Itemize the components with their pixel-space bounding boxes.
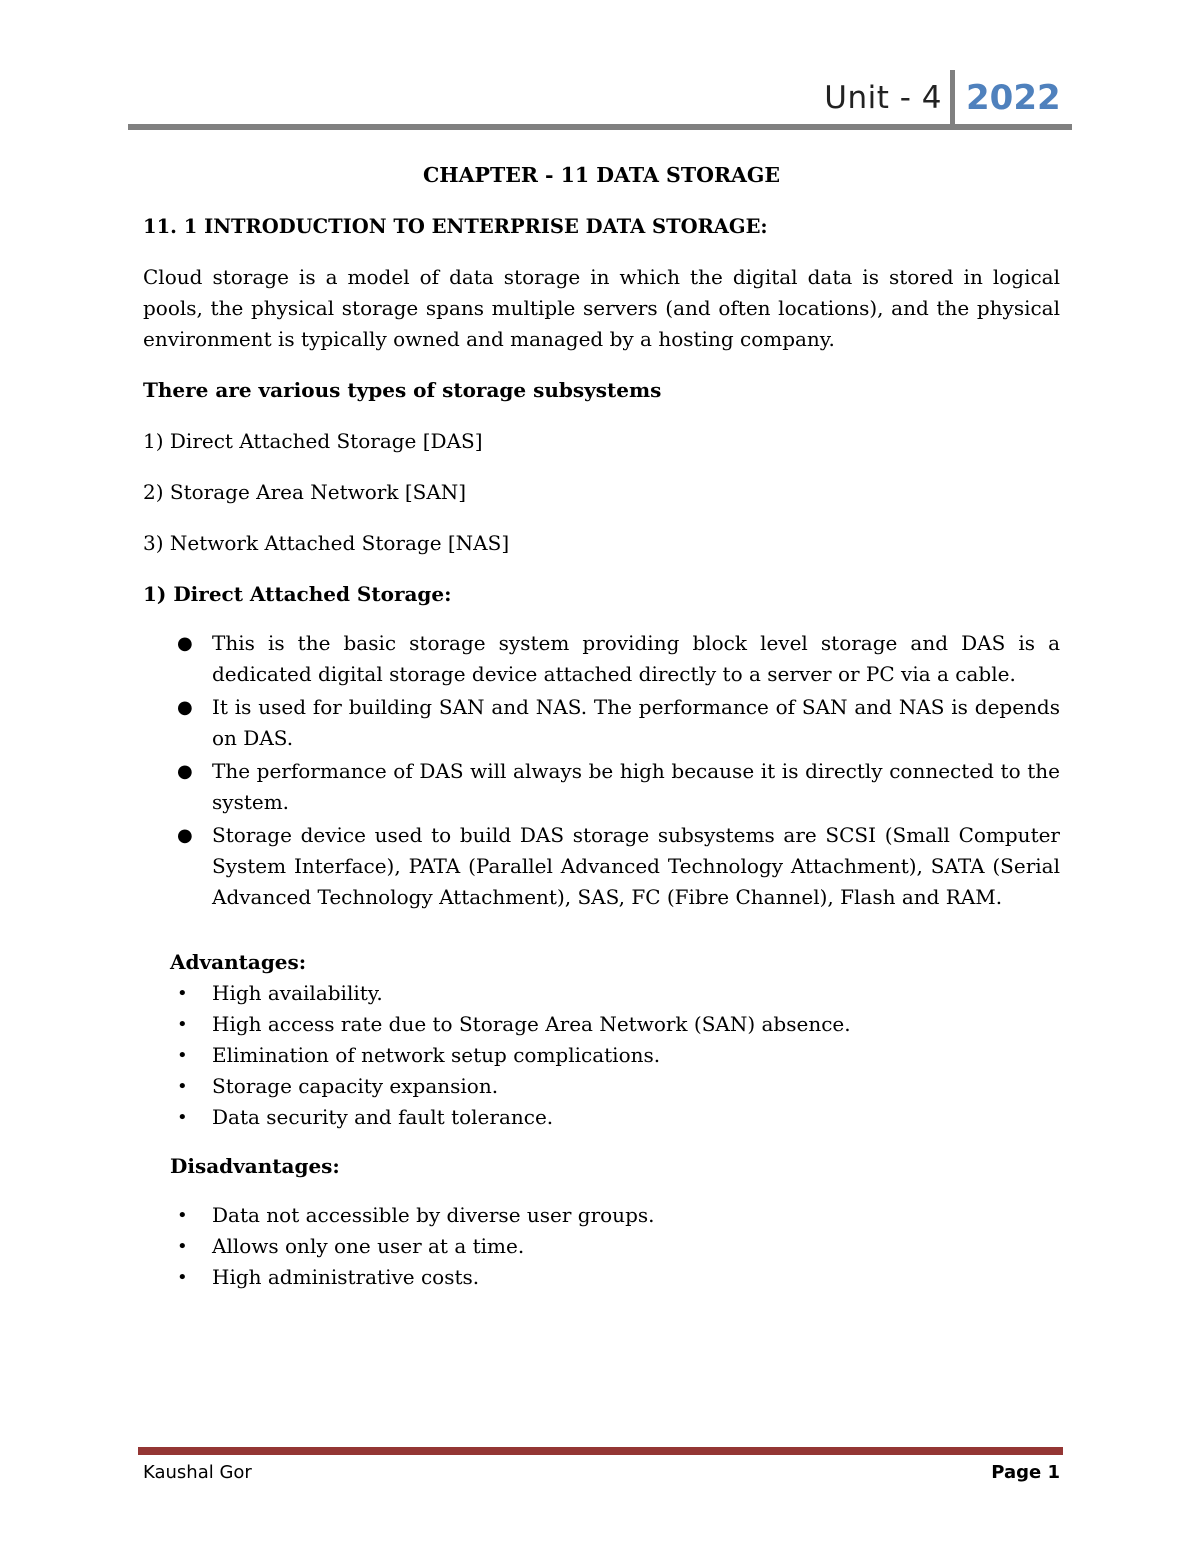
document-body [143, 160, 1060, 1293]
bullet-icon: • [177, 983, 188, 1004]
disadvantages-list [143, 1200, 1060, 1293]
bullet-icon: ● [177, 697, 193, 718]
type-item-das: 1) Direct Attached Storage [DAS] [143, 429, 483, 453]
header-unit-label: Unit - 4 [824, 80, 942, 116]
list-item-text: The performance of DAS will always be high because it is directly connected to the system. [212, 759, 1060, 814]
types-heading: There are various types of storage subsystems [143, 378, 662, 402]
footer-page-number: Page 1 [991, 1462, 1060, 1483]
list-item [143, 1040, 1060, 1071]
list-item [143, 1009, 1060, 1040]
bullet-icon: • [177, 1045, 188, 1066]
list-item [143, 1231, 1060, 1262]
das-heading: 1) Direct Attached Storage: [143, 582, 452, 606]
intro-paragraph: Cloud storage is a model of data storage in which the digital data is stored in logical pools, the physical storage spans multiple servers (and often locations), and the physical environment is typically owned and managed by a hosting company. [143, 265, 1060, 351]
list-item-text: High administrative costs. [212, 1265, 480, 1289]
list-item-text: Data security and fault tolerance. [212, 1105, 554, 1129]
das-points-list [143, 628, 1060, 913]
list-item-text: Elimination of network setup complications. [212, 1043, 661, 1067]
page-header [0, 70, 1200, 130]
list-item [143, 1262, 1060, 1293]
advantages-list [143, 978, 1060, 1133]
list-item-text: It is used for building SAN and NAS. The performance of SAN and NAS is depends on DAS. [212, 695, 1060, 750]
bullet-icon: • [177, 1014, 188, 1035]
bullet-icon: ● [177, 633, 193, 654]
list-item [143, 820, 1060, 913]
list-item [143, 1200, 1060, 1231]
list-item-text: Storage device used to build DAS storage subsystems are SCSI (Small Computer System Interface), PATA (Parallel Advanced Technology Attachment), SATA (Serial Advanced Technology Attachment), SAS, FC (Fibre Channel), Flash and RAM. [212, 823, 1060, 909]
advantages-heading: Advantages: [170, 950, 307, 974]
bullet-icon: • [177, 1236, 188, 1257]
bullet-icon: • [177, 1267, 188, 1288]
header-year: 2022 [966, 78, 1061, 118]
chapter-title: CHAPTER - 11 DATA STORAGE [422, 163, 781, 187]
bullet-icon: ● [177, 761, 193, 782]
footer-author: Kaushal Gor [143, 1462, 252, 1483]
bullet-icon: ● [177, 825, 193, 846]
list-item-text: Data not accessible by diverse user groups. [212, 1203, 655, 1227]
list-item-text: Allows only one user at a time. [212, 1234, 525, 1258]
type-item-nas: 3) Network Attached Storage [NAS] [143, 531, 510, 555]
header-separator [950, 70, 955, 126]
list-item [143, 756, 1060, 818]
list-item-text: High access rate due to Storage Area Network (SAN) absence. [212, 1012, 851, 1036]
list-item [143, 628, 1060, 690]
section-title: 11. 1 INTRODUCTION TO ENTERPRISE DATA STORAGE: [143, 215, 768, 238]
list-item [143, 692, 1060, 754]
type-item-san: 2) Storage Area Network [SAN] [143, 480, 467, 504]
bullet-icon: • [177, 1076, 188, 1097]
list-item-text: Storage capacity expansion. [212, 1074, 499, 1098]
footer-rule [138, 1447, 1063, 1455]
bullet-icon: • [177, 1107, 188, 1128]
list-item-text: This is the basic storage system providing block level storage and DAS is a dedicated digital storage device attached directly to a server or PC via a cable. [212, 631, 1060, 686]
list-item-text: High availability. [212, 981, 383, 1005]
header-rule [128, 124, 1072, 130]
list-item [143, 978, 1060, 1009]
disadvantages-heading: Disadvantages: [170, 1154, 340, 1178]
list-item [143, 1102, 1060, 1133]
list-item [143, 1071, 1060, 1102]
bullet-icon: • [177, 1205, 188, 1226]
